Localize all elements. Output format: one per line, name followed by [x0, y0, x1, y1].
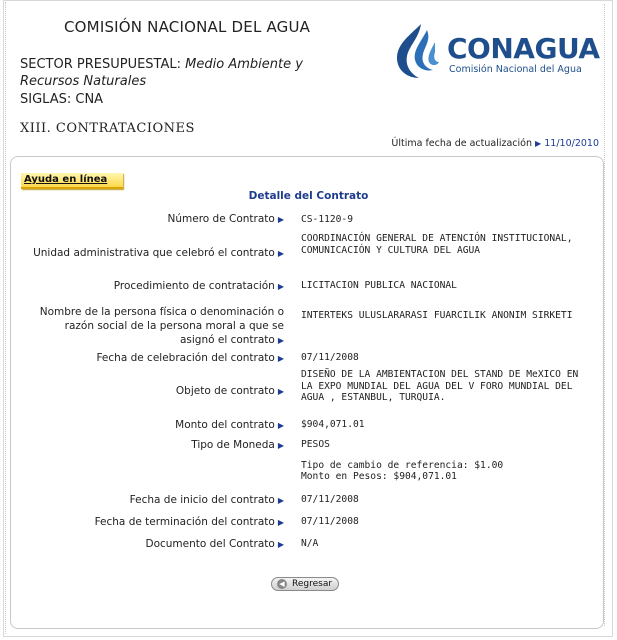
help-link[interactable]: Ayuda en línea [24, 174, 108, 185]
budget-sector [20, 56, 350, 90]
field-value-contract-number: CS-1120-9 [301, 214, 353, 225]
field-label-contractor: Nombre de la persona física o denominación o razón social de la persona moral a que se asignó el contrato ▶ [39, 306, 284, 346]
arrow-right-icon: ▶ [277, 540, 284, 549]
field-value-currency: PESOS [301, 439, 330, 450]
last-update-date: 11/10/2010 [544, 138, 599, 149]
arrow-right-icon: ▶ [277, 421, 284, 430]
exchange-rate: Tipo de cambio de referencia: $1.00 [301, 460, 504, 471]
arrow-right-icon: ▶ [277, 354, 284, 363]
acronym-label: SIGLAS: [20, 92, 72, 107]
arrow-right-icon: ▶ [277, 215, 284, 224]
field-value-contractor: INTERTEKS ULUSLARARASI FUARCILIK ANONIM SIRKETI [301, 310, 573, 321]
arrow-right-icon: ▶ [535, 139, 542, 148]
arrow-right-icon: ▶ [277, 249, 284, 258]
field-label-signing-date: Fecha de celebración del contrato ▶ [96, 352, 284, 364]
field-value-amount: $904,071.01 [301, 419, 365, 430]
section-title: XIII. CONTRATACIONES [20, 121, 195, 136]
logo-wordmark: CONAGUA [447, 32, 600, 65]
field-value-end-date: 07/11/2008 [301, 516, 359, 527]
water-drop-logo-icon [391, 22, 443, 80]
arrow-right-icon: ▶ [277, 518, 284, 527]
detail-title: Detalle del Contrato [248, 190, 369, 202]
org-title: COMISIÓN NACIONAL DEL AGUA [64, 18, 311, 36]
field-label-currency: Tipo de Moneda ▶ [191, 439, 284, 451]
amount-in-pesos: Monto en Pesos: $904,071.01 [301, 471, 457, 482]
arrow-right-icon: ▶ [277, 441, 284, 450]
field-value-admin-unit: COORDINACIÓN GENERAL DE ATENCIÓN INSTITUCIONAL, COMUNICACIÓN Y CULTURA DEL AGUA [301, 233, 573, 256]
field-label-contract-number: Número de Contrato ▶ [167, 213, 284, 225]
field-label-contract-object: Objeto de contrato ▶ [175, 385, 284, 397]
arrow-right-icon: ▶ [277, 282, 284, 291]
field-label-end-date: Fecha de terminación del contrato ▶ [94, 516, 284, 528]
field-value-contract-object: DISEÑO DE LA AMBIENTACION DEL STAND DE MeXICO EN LA EXPO MUNDIAL DEL AGUA DEL V FORO MUNDIAL DEL AGUA , ESTANBUL, TURQUIA. [301, 369, 579, 403]
field-value-signing-date: 07/11/2008 [301, 352, 359, 363]
arrow-right-icon: ▶ [277, 336, 284, 345]
field-value-document: N/A [301, 538, 319, 549]
back-button[interactable] [271, 577, 339, 591]
arrow-right-icon: ▶ [277, 387, 284, 396]
last-update-label: Última fecha de actualización [391, 138, 533, 149]
conagua-logo [391, 22, 600, 82]
field-value-start-date: 07/11/2008 [301, 494, 359, 505]
help-tab[interactable] [21, 173, 123, 189]
sector-name: Medio Ambiente y Recursos Naturales [20, 57, 303, 89]
back-button-label: Regresar [292, 579, 333, 589]
last-update [391, 138, 599, 149]
left-dotted-border [5, 2, 6, 634]
sector-prefix: SECTOR PRESUPUESTAL: [20, 57, 182, 72]
right-dotted-border [604, 4, 605, 626]
acronym-value: CNA [75, 92, 104, 107]
field-label-amount: Monto del contrato ▶ [175, 419, 284, 431]
field-label-start-date: Fecha de inicio del contrato ▶ [129, 494, 284, 506]
acronym [20, 92, 103, 107]
field-label-procedure: Procedimiento de contratación ▶ [113, 280, 284, 292]
logo-subtitle: Comisión Nacional del Agua [449, 64, 582, 75]
field-label-document: Documento del Contrato ▶ [145, 538, 284, 550]
arrow-right-icon: ▶ [277, 496, 284, 505]
field-value-procedure: LICITACION PUBLICA NACIONAL [301, 280, 457, 291]
back-arrow-icon: ◀ [277, 579, 287, 589]
field-label-admin-unit: Unidad administrativa que celebró el contrato ▶ [33, 247, 284, 259]
